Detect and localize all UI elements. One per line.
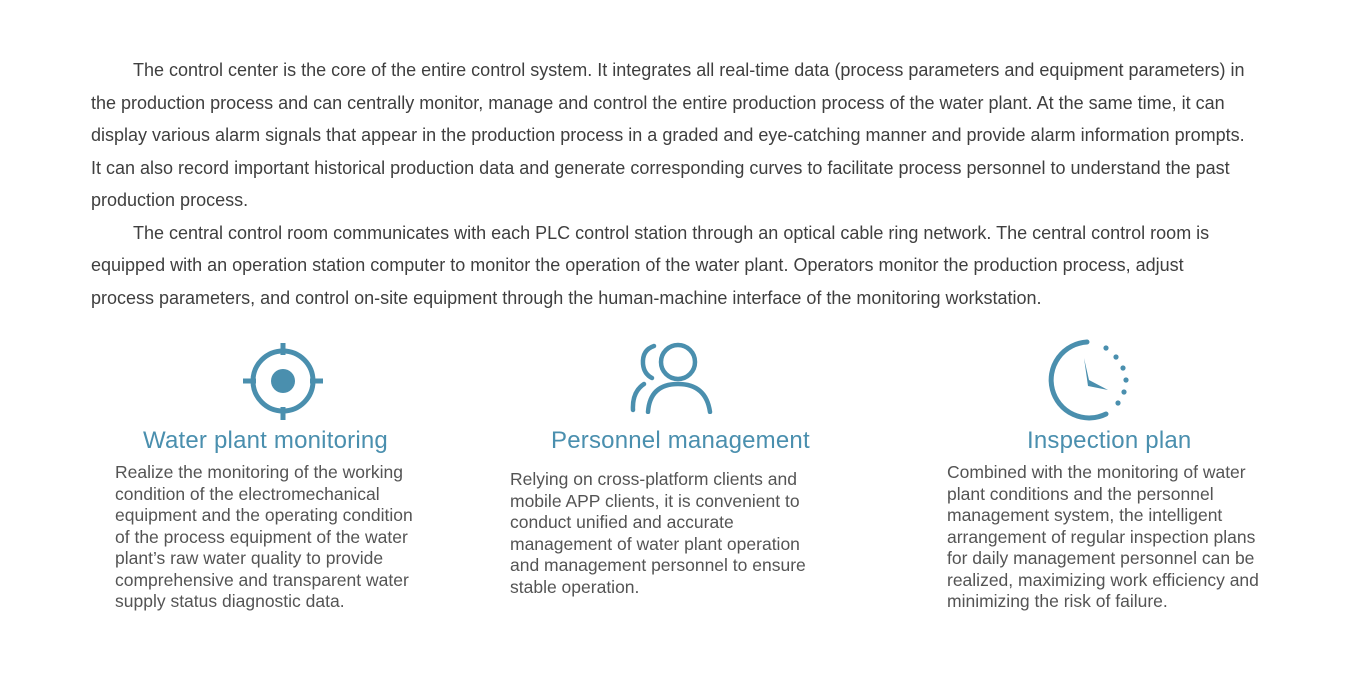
feature-title-personnel: Personnel management [551, 427, 810, 454]
target-icon [243, 343, 323, 428]
feature-title-inspection: Inspection plan [1027, 427, 1192, 454]
intro-paragraph-2: The central control room communicates with each PLC control station through an optical cable ring network. The central control room is equipped with an operation station computer to monitor the operation of the water plant. Operators monitor the production process, adjust process parameters, and control on-site equipment through the human-machine interface of the monitoring workstation. [91, 222, 1210, 308]
feature-title-monitoring: Water plant monitoring [143, 427, 388, 454]
intro-paragraph-1: The control center is the core of the entire control system. It integrates all real-time data (process parameters and equipment parameters) in the production process and can centrally monitor, manage and control the entire production process of the water plant. At the same time, it can display various alarm signals that appear in the production process in a graded and eye-catching manner and provide alarm information prompts. It can also record important historical production data and generate corresponding curves to facilitate process personnel to understand the past production process. [91, 60, 1245, 210]
feature-desc-monitoring: Realize the monitoring of the working condition of the electromechanical equipment and the operating condition of the process equipment of the water plant’s raw water quality to provide comprehensive and transparent water supply status diagnostic data. [115, 462, 413, 611]
feature-desc-inspection: Combined with the monitoring of water plant conditions and the personnel management system, the intelligent arrangement of regular inspection plans for daily management personnel can be realized, maximizing work efficiency and minimizing the risk of failure. [947, 462, 1259, 611]
intro-text [91, 54, 1251, 314]
clock-icon [1044, 336, 1134, 427]
feature-desc-personnel: Relying on cross-platform clients and mobile APP clients, it is convenient to conduct unified and accurate management of water plant operation and management personnel to ensure stable operation. [510, 469, 806, 597]
users-icon [630, 340, 720, 419]
